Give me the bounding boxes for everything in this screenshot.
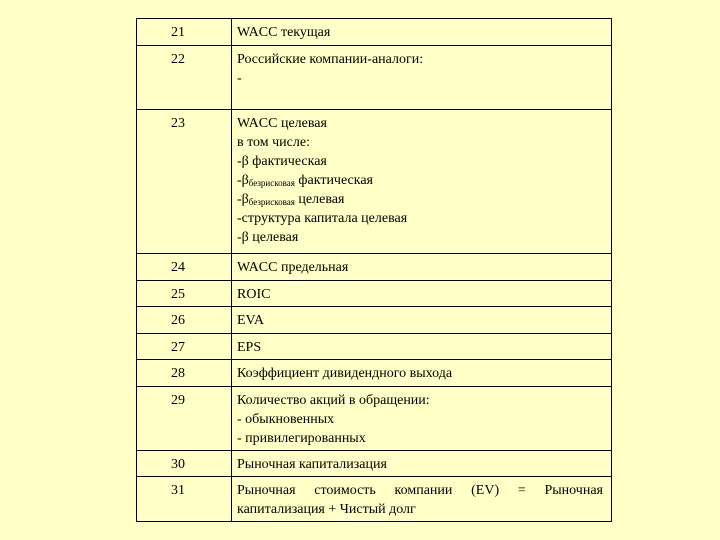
row-line: EVA: [237, 313, 264, 328]
table-row: [137, 387, 612, 451]
row-line: Рыночная капитализация: [237, 457, 387, 472]
row-number: 25: [137, 281, 232, 307]
table-row: [137, 254, 612, 281]
row-line: EPS: [237, 340, 262, 355]
row-number: 23: [137, 110, 232, 254]
beta-symbol: -β: [237, 173, 249, 188]
row-line: в том числе:: [237, 135, 310, 150]
row-text: [232, 360, 612, 387]
row-line: -: [237, 71, 242, 86]
table-row: [137, 19, 612, 46]
row-number: 29: [137, 387, 232, 451]
row-line: WACC предельная: [237, 260, 349, 275]
row-number: 24: [137, 254, 232, 281]
row-text: [232, 451, 612, 477]
row-number: 21: [137, 19, 232, 46]
row-line: Коэффициент дивидендного выхода: [237, 366, 453, 381]
row-line: -β фактическая: [237, 154, 327, 169]
row-text: [232, 281, 612, 307]
row-line: - привилегированных: [237, 431, 366, 446]
row-line: [237, 190, 603, 209]
table-row: [137, 334, 612, 360]
row-number: 28: [137, 360, 232, 387]
beta-subscript: безрисковая: [248, 197, 295, 207]
table-row: [137, 307, 612, 334]
row-number: 26: [137, 307, 232, 334]
row-line: [237, 171, 603, 190]
row-line: -β целевая: [237, 230, 299, 245]
row-line-suffix: целевая: [294, 192, 345, 207]
table-row: [137, 477, 612, 522]
beta-symbol: -β: [237, 192, 249, 207]
table-row: [137, 451, 612, 477]
row-text: [232, 387, 612, 451]
row-text: [232, 254, 612, 281]
row-text: [232, 307, 612, 334]
row-number: 27: [137, 334, 232, 360]
table-row: [137, 360, 612, 387]
table-row: [137, 46, 612, 110]
row-text: [232, 334, 612, 360]
row-number: 30: [137, 451, 232, 477]
row-line: - обыкновенных: [237, 412, 335, 427]
table-row: [137, 110, 612, 254]
row-line: ROIC: [237, 287, 271, 302]
row-line: WACC текущая: [237, 25, 331, 40]
beta-subscript: безрисковая: [248, 178, 295, 188]
indicators-table: [136, 18, 612, 522]
row-text: [232, 477, 612, 522]
row-number: 22: [137, 46, 232, 110]
table-row: [137, 281, 612, 307]
row-number: 31: [137, 477, 232, 522]
row-line: Количество акций в обращении:: [237, 393, 430, 408]
row-text: [232, 46, 612, 110]
row-line-suffix: фактическая: [294, 173, 373, 188]
row-line: Рыночная стоимость компании (EV) = Рыночная капитализация + Чистый долг: [237, 483, 603, 517]
row-line: Российские компании-аналоги:: [237, 52, 424, 67]
row-line: WACC целевая: [237, 116, 327, 131]
row-line: -структура капитала целевая: [237, 211, 408, 226]
row-text: [232, 110, 612, 254]
row-text: [232, 19, 612, 46]
